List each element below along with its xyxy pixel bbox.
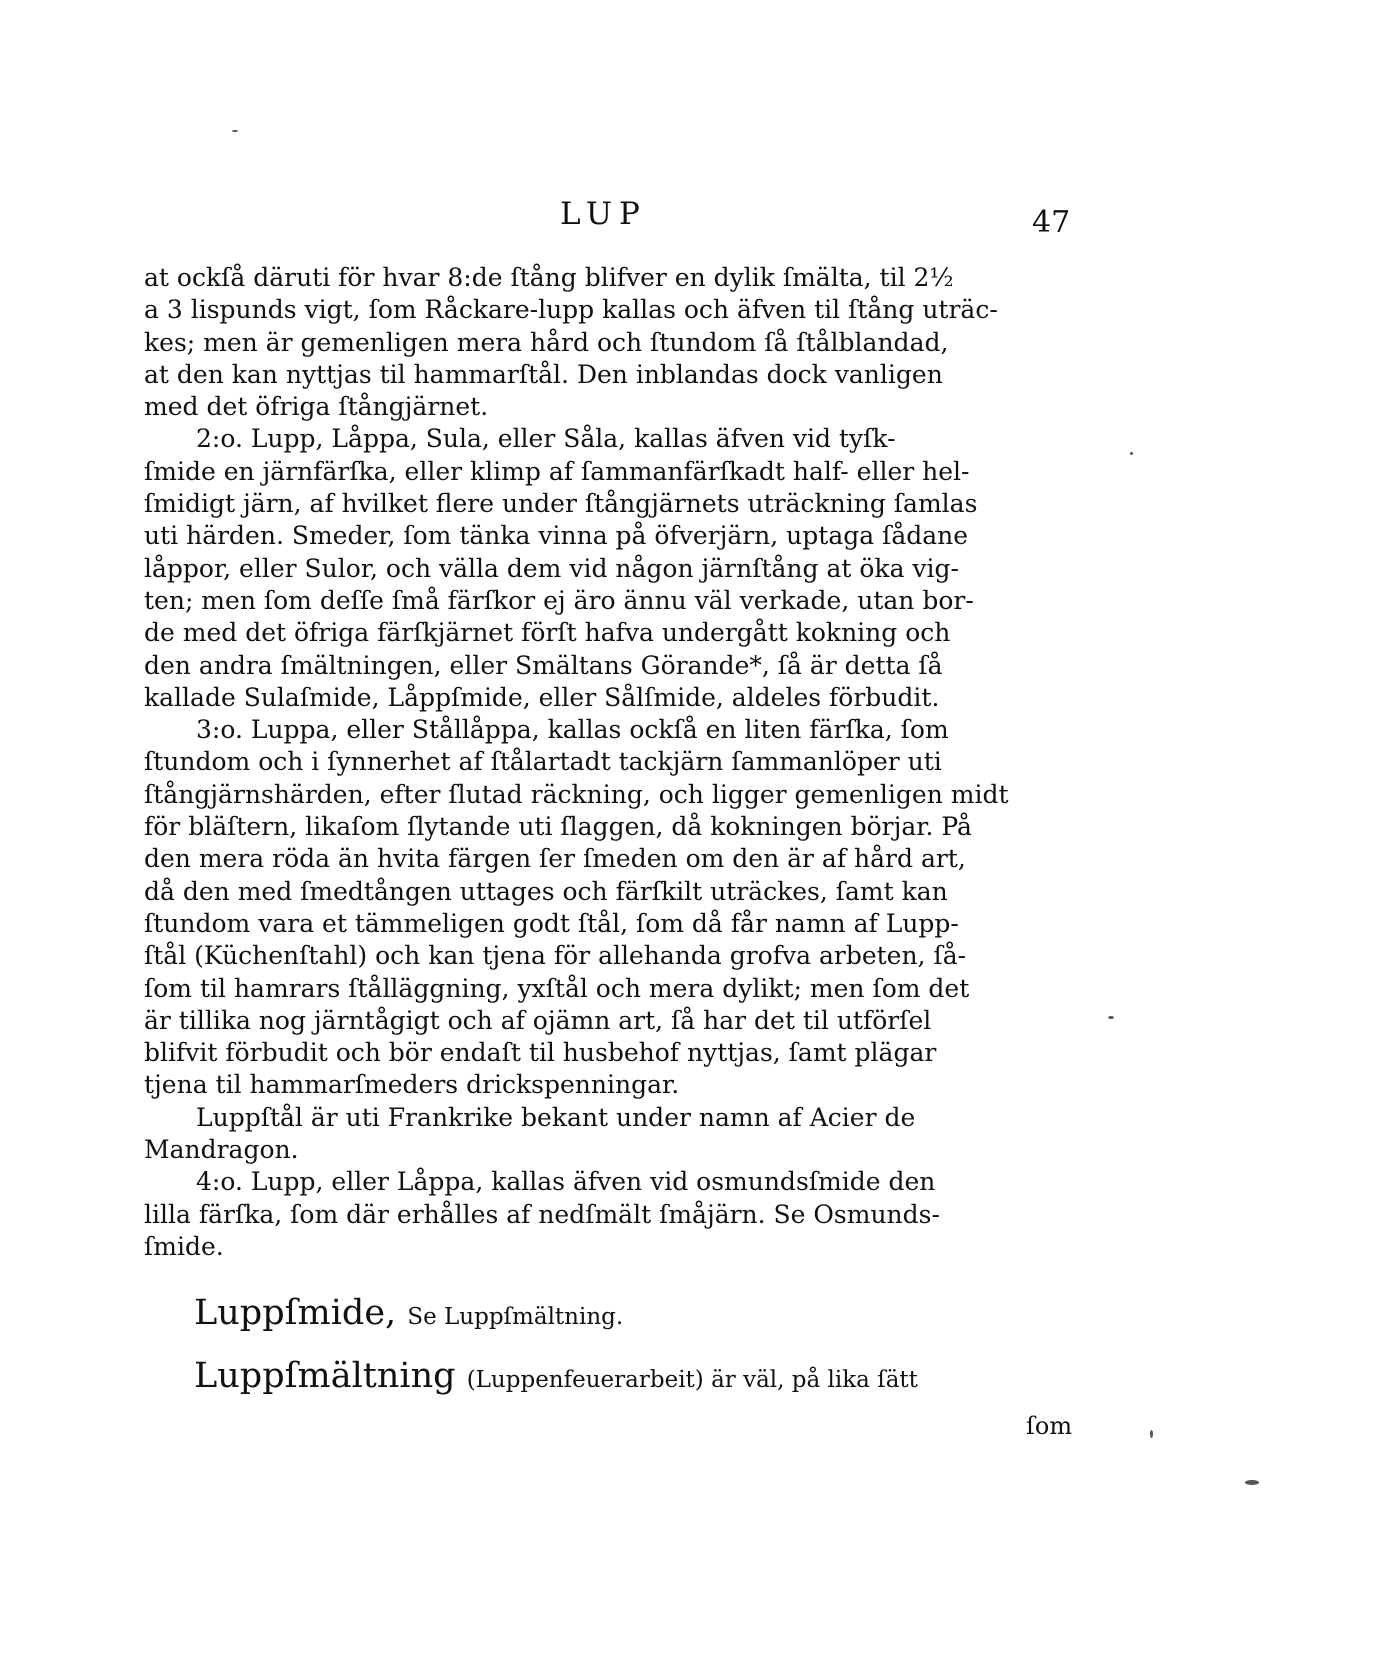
running-head: LUP xyxy=(560,196,647,232)
text-line: tjena til hammarſmeders drickspenningar. xyxy=(144,1070,680,1100)
entry-text: Se Luppſmältning. xyxy=(407,1304,624,1330)
text-line: 2:o. Lupp, Låppa, Sula, eller Såla, kallas äfven vid tyſk- xyxy=(196,424,896,454)
print-speck xyxy=(1245,1480,1259,1485)
catchword: ſom xyxy=(1026,1412,1073,1440)
text-line: ſmide en järnfärſka, eller klimp af ſammanfärſkadt half- eller hel- xyxy=(144,456,970,486)
text-line: ſtundom vara et tämmeligen godt ſtål, ſom då får namn af Lupp- xyxy=(144,908,959,938)
text-line: ſtångjärnshärden, efter ſlutad räckning, och ligger gemenligen midt xyxy=(144,779,1009,809)
text-line: blifvit förbudit och bör endaſt til husbehof nyttjas, ſamt plägar xyxy=(144,1038,937,1068)
text-line: den mera röda än hvita färgen ſer ſmeden om den är af hård art, xyxy=(144,844,966,874)
text-line: ſmide. xyxy=(144,1231,224,1261)
print-speck xyxy=(1130,452,1133,455)
text-line: 4:o. Lupp, eller Låppa, kallas äfven vid osmundsſmide den xyxy=(196,1167,936,1197)
text-line: Mandragon. xyxy=(144,1135,299,1165)
text-line: med det öfriga ſtångjärnet. xyxy=(144,392,489,422)
text-line: den andra ſmältningen, eller Smältans Görande*, ſå är detta ſå xyxy=(144,650,943,680)
text-line: Luppſtål är uti Frankrike bekant under namn af Acier de xyxy=(196,1102,916,1132)
text-line: lilla färſka, ſom där erhålles af nedſmält ſmåjärn. Se Osmunds- xyxy=(144,1199,940,1229)
entry-headword: Luppſmide, xyxy=(194,1293,397,1333)
text-line: kallade Sulaſmide, Låppſmide, eller Sålſmide, aldeles förbudit. xyxy=(144,682,940,712)
text-line: ſtål (Küchenſtahl) och kan tjena för allehanda grofva arbeten, ſå- xyxy=(144,941,967,971)
text-line: de med det öfriga färſkjärnet förſt hafva undergått kokning och xyxy=(144,618,951,648)
print-speck xyxy=(232,130,238,132)
text-line: för bläſtern, likaſom ſlytande uti ſlaggen, då kokningen börjar. På xyxy=(144,812,972,842)
text-line: ſom til hamrars ſtålläggning, yxſtål och mera dylikt; men ſom det xyxy=(144,973,970,1003)
text-line: låppor, eller Sulor, och välla dem vid någon järnſtång at öka vig- xyxy=(144,553,959,583)
text-line: ten; men ſom deſſe ſmå färſkor ej äro ännu väl verkade, utan bor- xyxy=(144,585,974,615)
text-line: då den med ſmedtången uttages och färſkilt uträckes, ſamt kan xyxy=(144,876,948,906)
text-line: uti härden. Smeder, ſom tänka vinna på öfverjärn, uptaga ſådane xyxy=(144,521,969,551)
text-line: är tillika nog järntågigt och af ojämn art, ſå har det til utförſel xyxy=(144,1005,932,1035)
entry-headword: Luppſmältning xyxy=(194,1356,456,1396)
text-line: 3:o. Luppa, eller Stållåppa, kallas ockſå en liten färſka, ſom xyxy=(196,715,949,745)
text-line: a 3 lispunds vigt, ſom Råckare-lupp kallas och äfven til ſtång uträc- xyxy=(144,295,998,325)
text-line: at den kan nyttjas til hammarſtål. Den inblandas dock vanligen xyxy=(144,359,943,389)
body-text xyxy=(144,262,1044,1263)
dictionary-entry xyxy=(194,1356,1054,1396)
text-line: kes; men är gemenligen mera hård och ſtundom ſå ſtålblandad, xyxy=(144,327,949,357)
text-line: ſmidigt järn, af hvilket flere under ſtångjärnets uträckning ſamlas xyxy=(144,489,978,519)
entry-text: (Luppenfeuerarbeit) är väl, på lika ſätt xyxy=(466,1367,918,1393)
print-speck xyxy=(1150,1430,1153,1438)
text-line: ſtundom och i ſynnerhet af ſtålartadt tackjärn ſammanlöper uti xyxy=(144,747,942,777)
text-line: at ockſå däruti för hvar 8:de ſtång blifver en dylik ſmälta, til 2½ xyxy=(144,263,954,292)
page-number: 47 xyxy=(1032,205,1071,240)
dictionary-entry xyxy=(194,1293,1054,1333)
print-speck xyxy=(1108,1016,1114,1019)
